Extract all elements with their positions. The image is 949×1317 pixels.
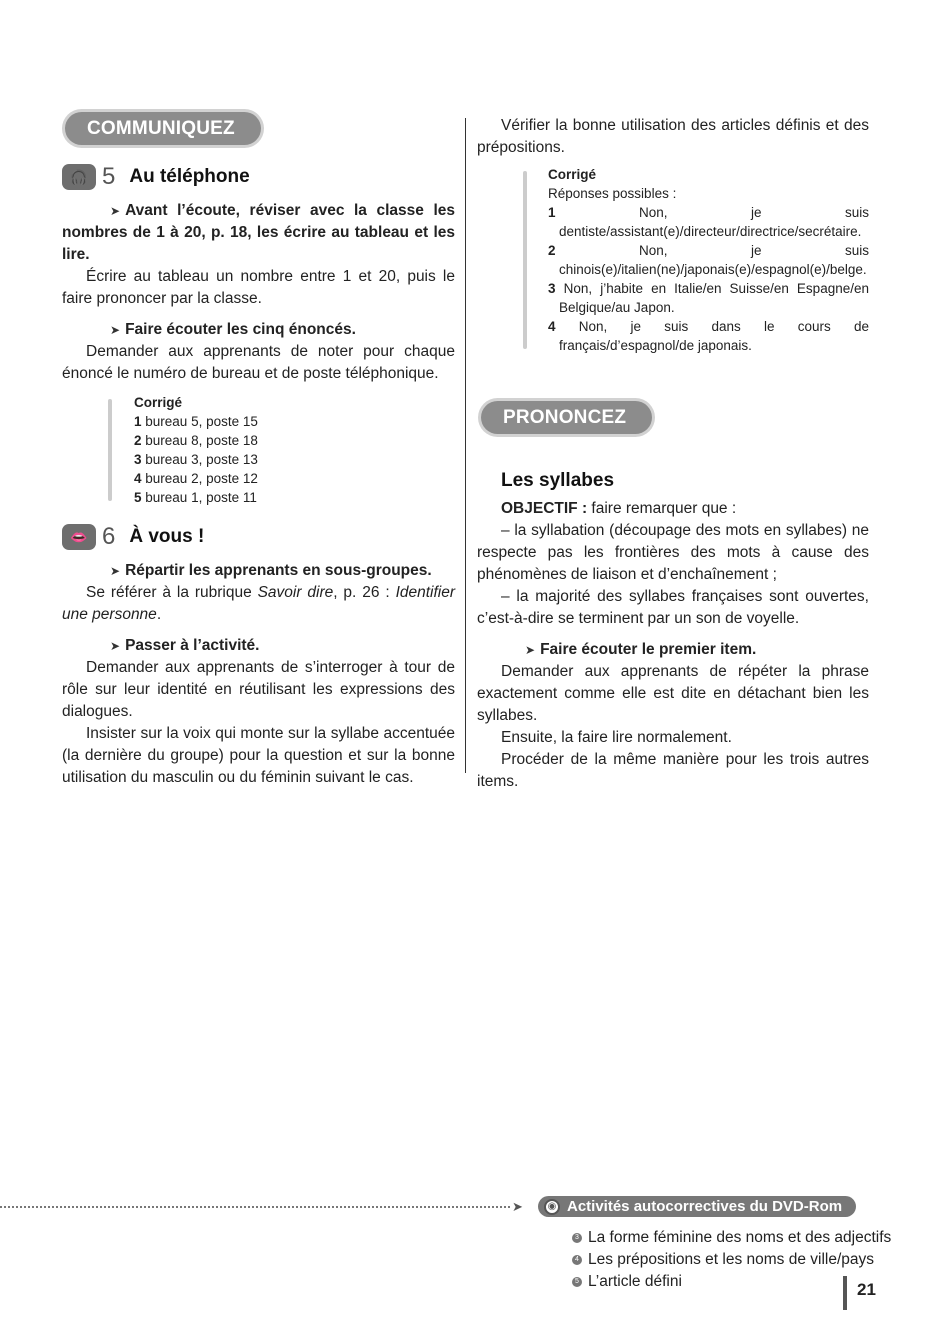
corrige-title: Corrigé <box>548 167 597 182</box>
dvd-label: ◉ Activités autocorrectives du DVD-Rom <box>538 1196 856 1217</box>
arrow-icon: ➤ <box>525 643 536 657</box>
section-heading: Les syllabes <box>501 470 615 491</box>
disc-icon: ◉ <box>544 1199 560 1215</box>
list-item: 2 bureau 8, poste 18 <box>134 433 258 448</box>
corrige-title: Corrigé <box>134 395 183 410</box>
list-item: 1 bureau 5, poste 15 <box>134 414 258 429</box>
activity-number: 6 <box>102 523 116 550</box>
paragraph: Écrire au tableau un nombre entre 1 et 20, puis le faire prononcer par la classe. <box>62 268 455 307</box>
arrow-icon: ➤ <box>110 204 121 218</box>
instruction-step: ➤ Faire écouter le premier item. <box>477 639 869 661</box>
activity-title: À vous ! <box>129 526 205 547</box>
paragraph: Ensuite, la faire lire normalement. <box>501 729 732 746</box>
activity-5-header <box>62 163 455 191</box>
dotted-leader <box>0 1206 510 1208</box>
list-item: 4 Les prépositions et les noms de ville/pays <box>572 1249 891 1271</box>
paragraph: Vérifier la bonne utilisation des articles définis et des prépositions. <box>477 117 869 156</box>
number-bullet: 5 <box>572 1277 582 1287</box>
instruction-step: ➤ Répartir les apprenants en sous-groupes. <box>62 560 455 582</box>
page-number: 21 <box>843 1276 876 1310</box>
paragraph: Se référer à la rubrique Savoir dire, p. 26 : Identifier une personne. <box>62 584 456 623</box>
instruction-step: ➤ Avant l’écoute, réviser avec la classe les nombres de 1 à 20, p. 18, les écrire au tableau et les lire. <box>62 202 455 263</box>
corrige-box <box>108 393 455 507</box>
corrige-bar <box>523 171 527 349</box>
paragraph: Procéder de la même manière pour les trois autres items. <box>477 751 869 790</box>
activity-6-header <box>62 523 455 551</box>
instruction-step: ➤ Faire écouter les cinq énoncés. <box>62 319 455 341</box>
list-item: 5 bureau 1, poste 11 <box>134 490 257 505</box>
list-item: 2 Non, je suis chinois(e)/italien(ne)/japonais(e)/espagnol(e)/belge. <box>548 243 869 277</box>
bullet-item: – la syllabation (découpage des mots en syllabes) ne respecte pas les frontières des mots à cause des phénomènes de liaison et d’enchaînement ; <box>477 522 869 583</box>
right-column <box>477 115 869 793</box>
arrow-icon: ➤ <box>512 1199 523 1214</box>
objectif: OBJECTIF : faire remarquer que : <box>501 500 737 517</box>
section-label-communiquez: COMMUNIQUEZ <box>65 112 261 145</box>
left-column <box>62 112 455 789</box>
list-item: 4 Non, je suis dans le cours de français/d’espagnol/de japonais. <box>548 319 869 353</box>
list-item: 3 Non, j’habite en Italie/en Suisse/en Espagne/en Belgique/au Japon. <box>548 281 869 315</box>
corrige-subtitle: Réponses possibles : <box>548 186 677 201</box>
list-item: 3 bureau 3, poste 13 <box>134 452 258 467</box>
paragraph: Demander aux apprenants de s’interroger à tour de rôle sur leur identité en réutilisant les expressions des dialogues. <box>62 659 455 720</box>
paragraph: Demander aux apprenants de répéter la phrase exactement comme elle est dite en détachant bien les syllabes. <box>477 663 869 724</box>
headphones-icon: 🎧 <box>62 164 96 190</box>
arrow-icon: ➤ <box>110 564 121 578</box>
bullet-item: – la majorité des syllabes françaises sont ouvertes, c’est-à-dire se terminent par un son de voyelle. <box>477 588 869 627</box>
number-bullet: 3 <box>572 1233 582 1243</box>
list-item: 4 bureau 2, poste 12 <box>134 471 258 486</box>
corrige-box <box>523 165 869 355</box>
dvd-banner <box>0 1196 949 1218</box>
list-item: 5 L’article défini <box>572 1271 891 1293</box>
column-divider <box>465 118 466 773</box>
arrow-icon: ➤ <box>110 639 121 653</box>
arrow-icon: ➤ <box>110 323 121 337</box>
activity-number: 5 <box>102 163 116 190</box>
speech-lips-icon: 👄 <box>62 524 96 550</box>
activity-title: Au téléphone <box>129 166 250 187</box>
paragraph: Insister sur la voix qui monte sur la syllabe accentuée (la dernière du groupe) pour la question et sur la bonne utilisation du masculin ou du féminin suivant le cas. <box>62 725 455 786</box>
corrige-bar <box>108 399 112 501</box>
instruction-step: ➤ Passer à l’activité. <box>62 635 455 657</box>
paragraph: Demander aux apprenants de noter pour chaque énoncé le numéro de bureau et de poste téléphonique. <box>62 343 455 382</box>
list-item: 1 Non, je suis dentiste/assistant(e)/directeur/directrice/secrétaire. <box>548 205 869 239</box>
number-bullet: 4 <box>572 1255 582 1265</box>
section-label-prononcez: PRONONCEZ <box>481 401 652 434</box>
list-item: 3 La forme féminine des noms et des adjectifs <box>572 1227 891 1249</box>
